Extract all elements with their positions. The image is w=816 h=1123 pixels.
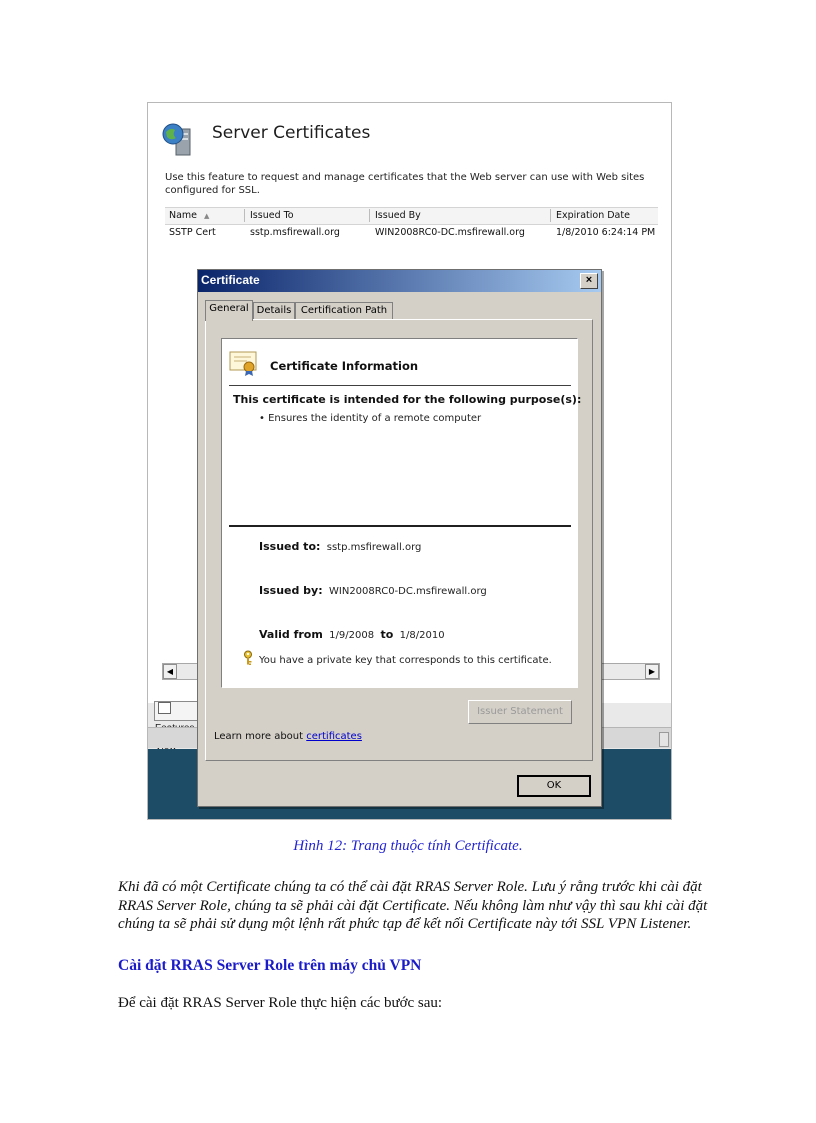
column-header-name[interactable]: Name (169, 210, 198, 221)
issued-to-row (259, 540, 421, 553)
certificate-information-box (221, 338, 582, 688)
general-tab-panel (205, 319, 593, 761)
dialog-title: Certificate (201, 273, 260, 287)
ok-button[interactable]: OK (517, 775, 591, 797)
tab-details[interactable]: Details (253, 302, 295, 320)
grid-header (165, 207, 658, 225)
to-label: to (380, 628, 394, 641)
validity-row (259, 628, 445, 641)
feature-title: Server Certificates (212, 123, 371, 143)
features-view-icon (158, 702, 171, 714)
cell-name: SSTP Cert (169, 227, 216, 238)
dialog-title-bar[interactable] (198, 270, 601, 292)
cell-issued-by: WIN2008RC0-DC.msfirewall.org (375, 227, 525, 238)
steps-intro: Để cài đặt RRAS Server Role thực hiện các bước sau: (118, 995, 443, 1011)
issued-by-value: WIN2008RC0-DC.msfirewall.org (329, 586, 487, 597)
server-globe-icon (162, 121, 194, 157)
certificate-dialog (197, 269, 602, 807)
valid-to-value: 1/8/2010 (399, 630, 445, 641)
column-separator[interactable] (550, 209, 551, 222)
issued-by-row (259, 584, 487, 597)
key-icon (241, 650, 255, 666)
valid-from-value: 1/9/2008 (329, 630, 375, 641)
screenshot (147, 102, 672, 820)
column-header-issued-to[interactable]: Issued To (250, 210, 294, 221)
issued-to-label: Issued to: (259, 540, 321, 553)
certificate-information-title: Certificate Information (270, 359, 419, 373)
issued-to-value: sstp.msfirewall.org (326, 542, 422, 553)
resize-grip-icon[interactable] (659, 732, 669, 747)
certificates-grid (165, 207, 658, 242)
column-separator[interactable] (369, 209, 370, 222)
learn-more-text (214, 731, 362, 742)
cell-expiration-date: 1/8/2010 6:24:14 PM (556, 227, 656, 238)
close-icon[interactable]: × (580, 273, 598, 289)
tab-certification-path[interactable]: Certification Path (295, 302, 393, 320)
divider (229, 525, 571, 527)
column-header-expiration-date[interactable]: Expiration Date (556, 210, 630, 221)
private-key-note: You have a private key that corresponds to this certificate. (259, 655, 552, 666)
valid-from-label: Valid from (259, 628, 323, 641)
figure-caption: Hình 12: Trang thuộc tính Certificate. (293, 838, 523, 854)
purpose-heading: This certificate is intended for the following purpose(s): (233, 393, 582, 406)
purpose-item: • Ensures the identity of a remote computer (259, 413, 482, 424)
issued-by-label: Issued by: (259, 584, 323, 597)
feature-description: Use this feature to request and manage certificates that the Web server can use with Web sites configured for SSL. (165, 172, 645, 196)
table-row[interactable] (165, 225, 658, 242)
divider (229, 385, 571, 386)
column-header-issued-by[interactable]: Issued By (375, 210, 421, 221)
certificate-icon (229, 350, 259, 376)
tab-general[interactable]: General (205, 300, 253, 321)
issuer-statement-button[interactable]: Issuer Statement (468, 700, 572, 724)
body-paragraph: Khi đã có một Certificate chúng ta có thể cài đặt RRAS Server Role. Lưu ý rằng trước khi cài đặt RRAS Server Role, chúng ta sẽ phải cài đặt Certificate. Nếu không làm như vậy thì sau khi cài đặt chúng ta sẽ phải sử dụng một lệnh rất phức tạp để kết nối Certificate này tới SSL VPN Listener. (118, 879, 708, 933)
cell-issued-to: sstp.msfirewall.org (250, 227, 340, 238)
learn-more-prefix: Learn more about (214, 731, 307, 742)
scroll-right-icon[interactable]: ▶ (645, 664, 659, 679)
scroll-left-icon[interactable]: ◀ (163, 664, 177, 679)
column-separator[interactable] (244, 209, 245, 222)
sort-ascending-icon: ▲ (204, 212, 210, 220)
certificates-link[interactable]: certificates (306, 731, 362, 742)
section-heading: Cài đặt RRAS Server Role trên máy chủ VPN (118, 957, 422, 974)
